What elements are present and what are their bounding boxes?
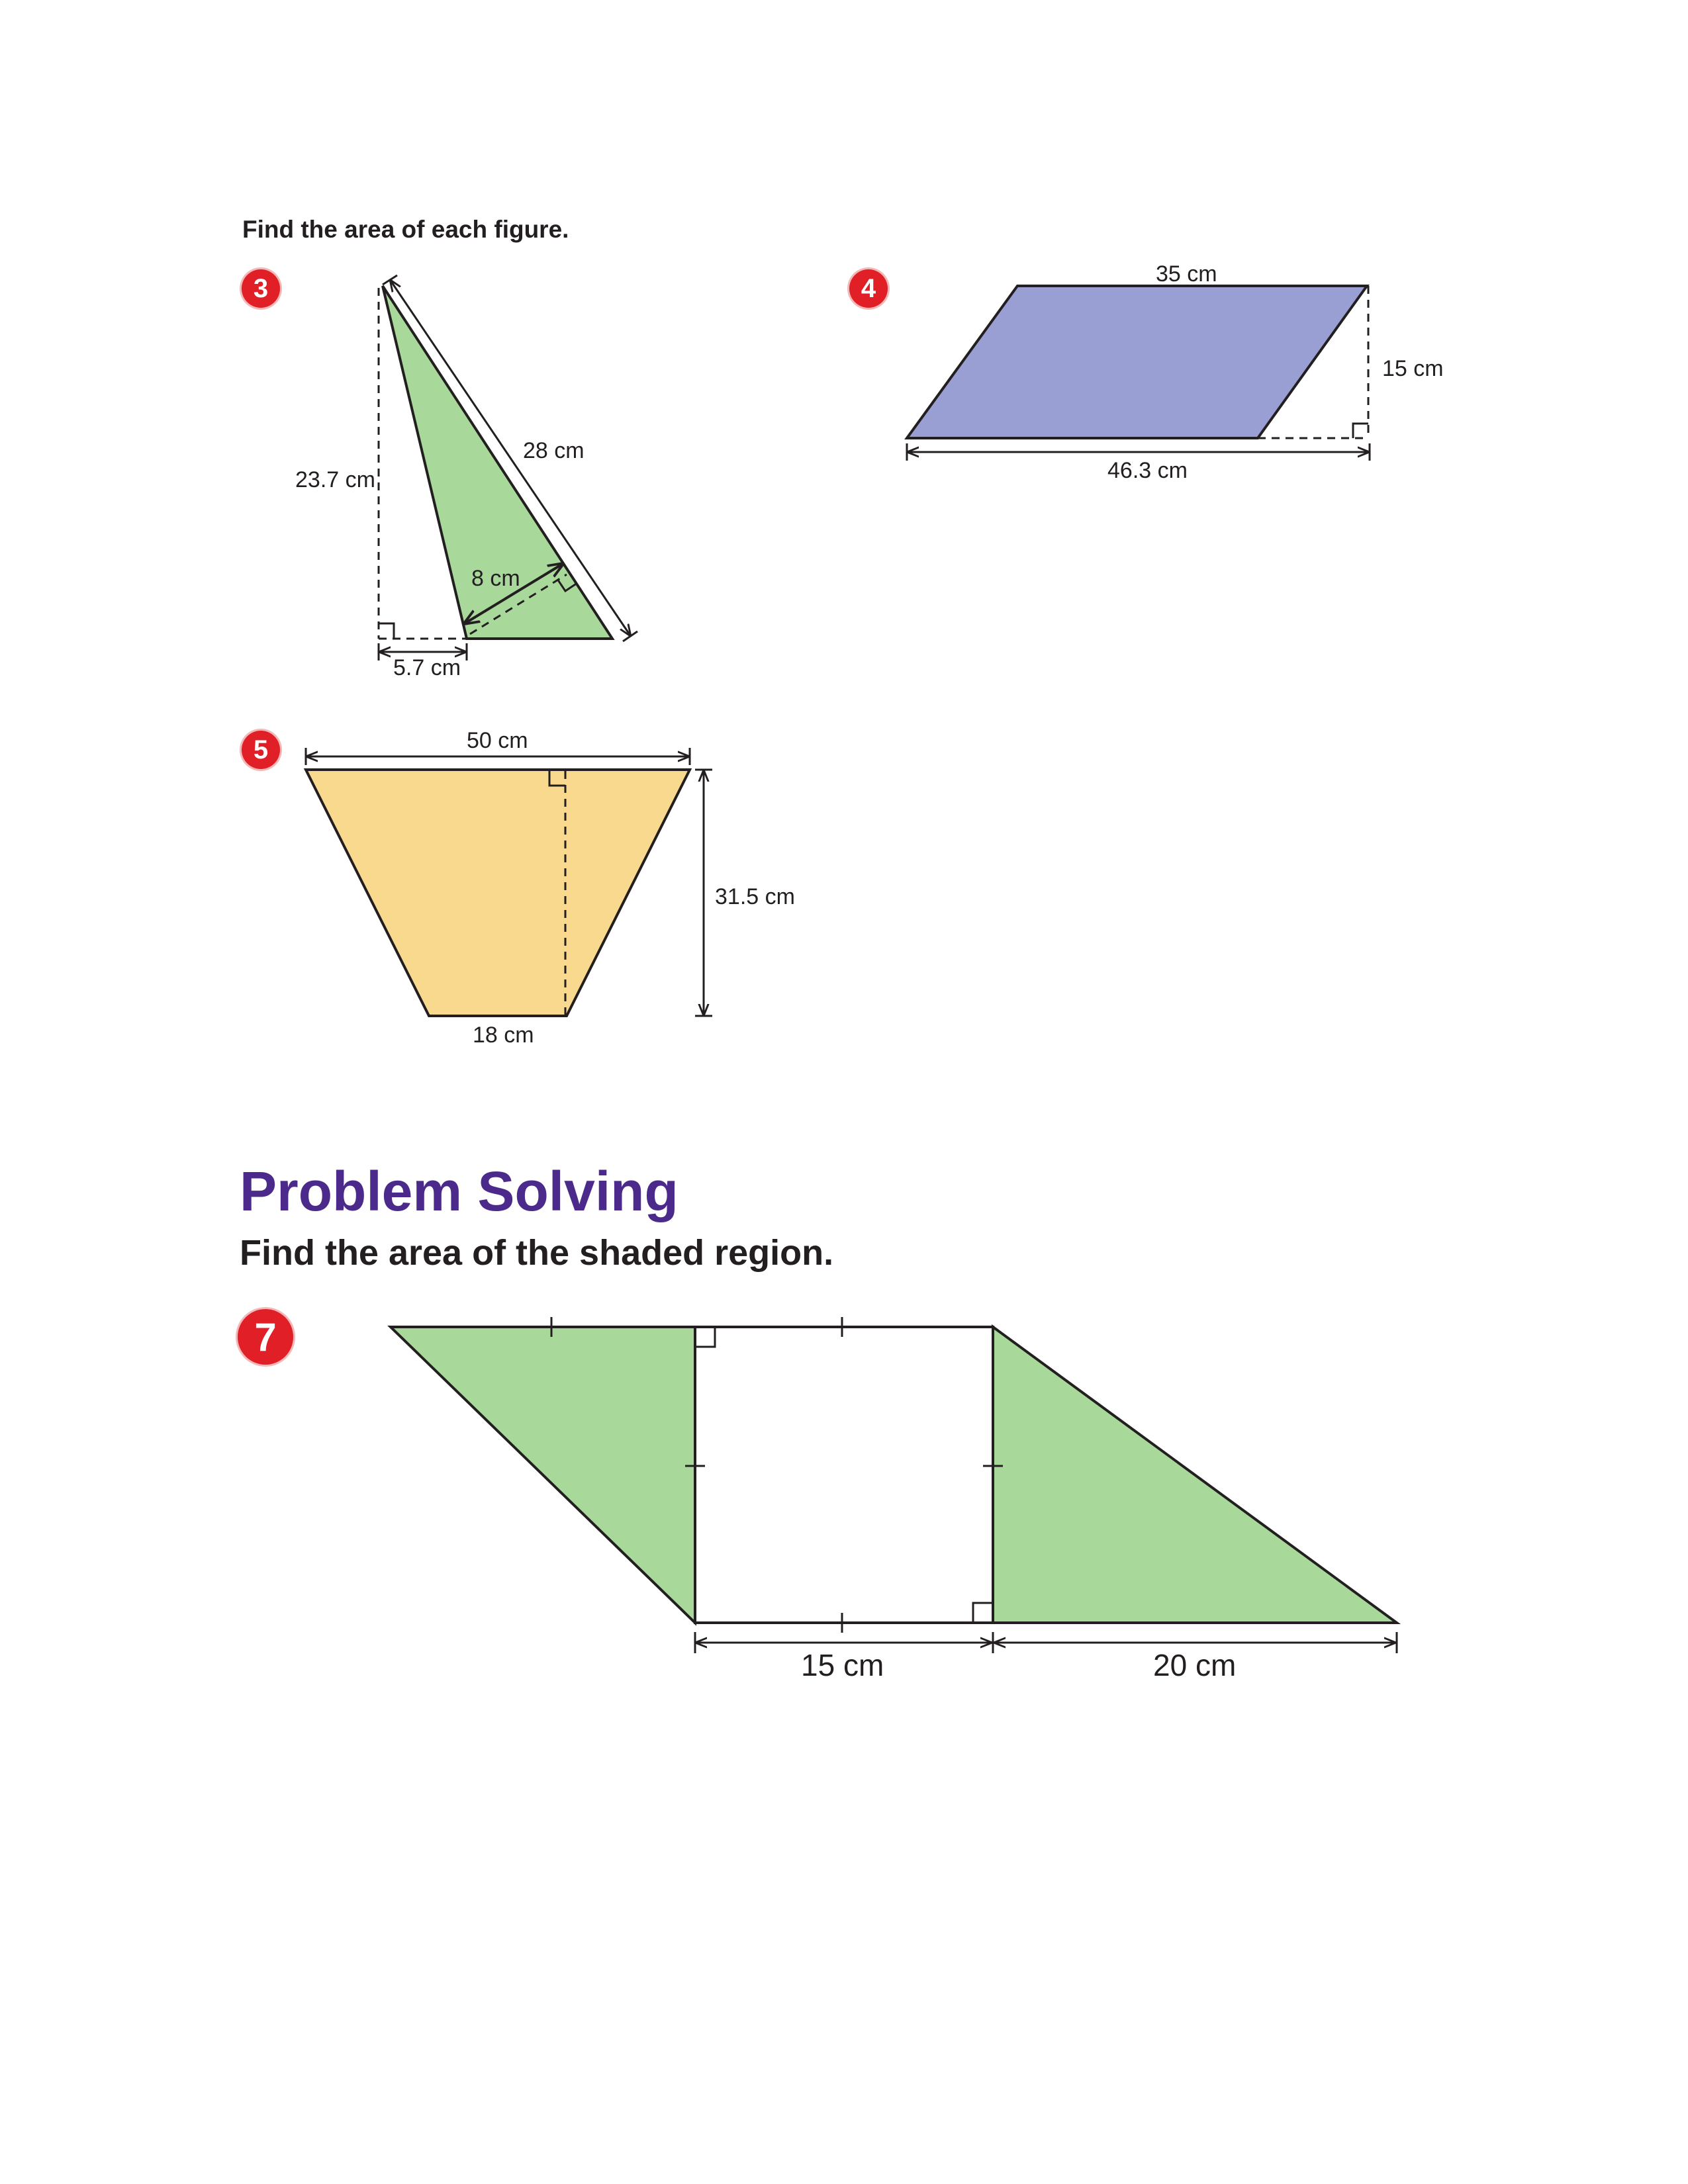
problem-4-badge: 4 xyxy=(849,269,888,308)
p5-bottom-label: 18 cm xyxy=(473,1023,534,1048)
p5-top-label: 50 cm xyxy=(467,728,528,753)
parallelogram-shape xyxy=(907,286,1367,438)
p3-offset-label: 5.7 cm xyxy=(393,655,461,680)
problem-3-badge: 3 xyxy=(242,269,280,308)
problem-7-figure xyxy=(391,1317,1397,1682)
problem-3-figure xyxy=(295,275,637,680)
problem-7-badge: 7 xyxy=(238,1309,293,1365)
problem-5-figure xyxy=(306,728,795,1048)
right-shaded-triangle xyxy=(993,1327,1397,1623)
problem-4-figure xyxy=(907,261,1444,483)
trapezoid-shape xyxy=(306,770,690,1016)
p4-height-label: 15 cm xyxy=(1382,356,1444,381)
p5-height-label: 31.5 cm xyxy=(715,884,795,909)
problem-solving-subtitle: Find the area of the shaded region. xyxy=(240,1233,834,1273)
p7-extension-label: 20 cm xyxy=(1153,1648,1237,1682)
instructions-heading: Find the area of each figure. xyxy=(242,216,569,243)
left-shaded-triangle xyxy=(391,1327,695,1623)
problem-5-badge: 5 xyxy=(242,731,280,769)
p3-slant-label: 28 cm xyxy=(523,438,585,463)
p4-base-label: 46.3 cm xyxy=(1107,458,1188,483)
p3-perpendicular-label: 8 cm xyxy=(471,566,520,591)
p3-height-label: 23.7 cm xyxy=(295,467,375,492)
p4-top-label: 35 cm xyxy=(1156,261,1217,287)
p7-square-label: 15 cm xyxy=(801,1648,884,1682)
center-square xyxy=(695,1327,993,1623)
problem-solving-title: Problem Solving xyxy=(240,1160,679,1222)
